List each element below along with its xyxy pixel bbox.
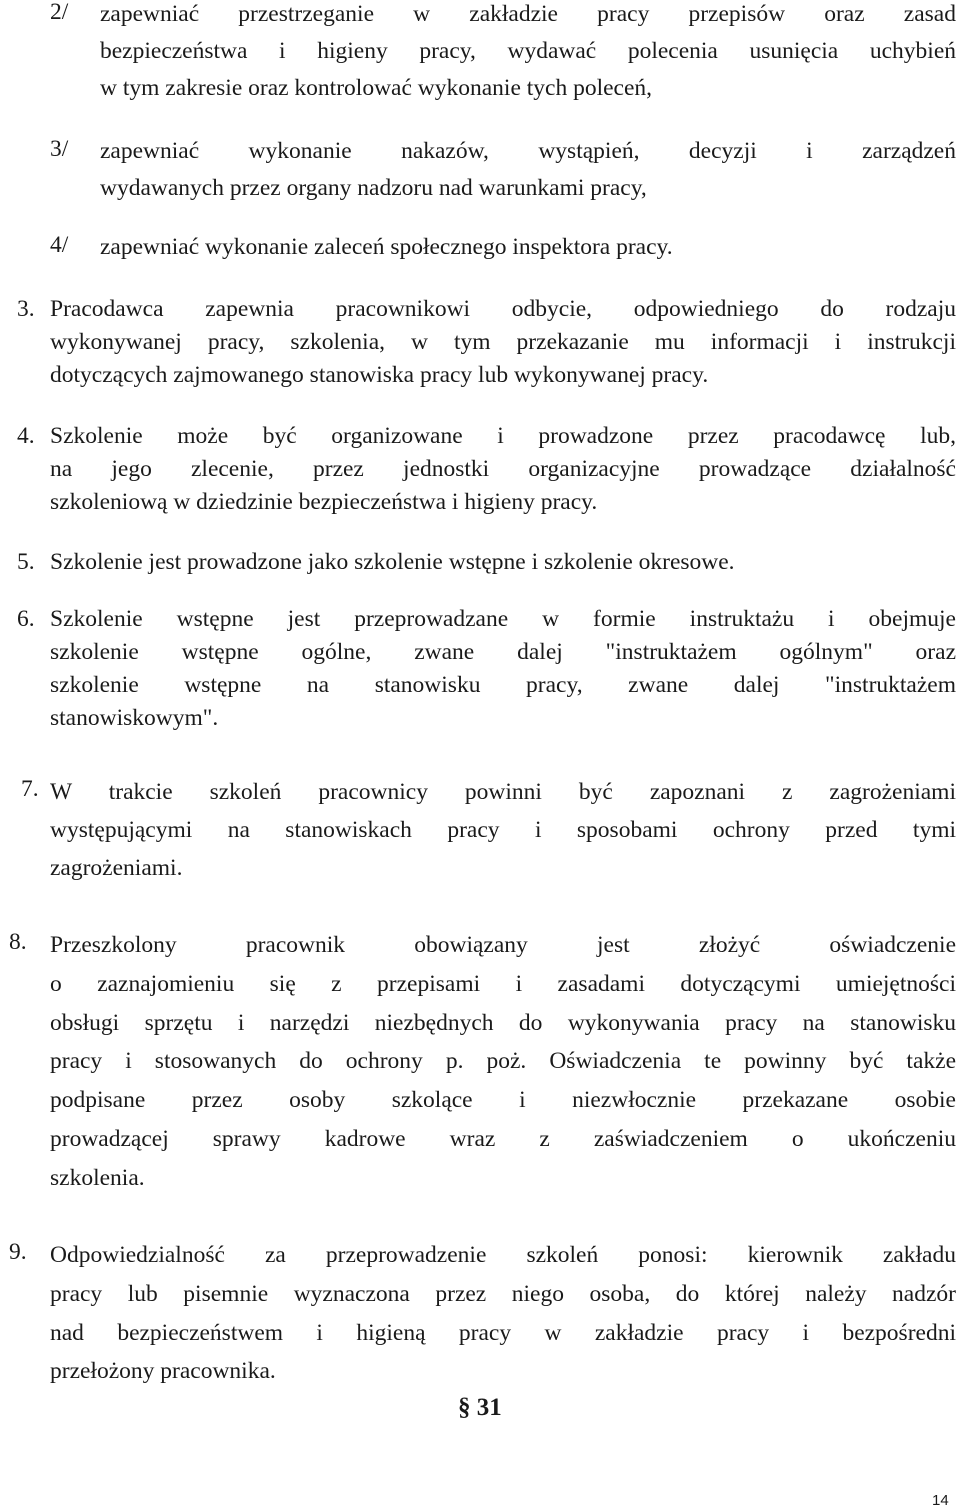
- paragraph-4: [17, 420, 956, 519]
- text-line: stanowiskowym".: [50, 705, 219, 731]
- subitem-2: [50, 0, 956, 107]
- text-line: Szkolenie wstępne jest przeprowadzane w formie instruktażu i obejmuje: [50, 606, 956, 632]
- text-line: nad bezpieczeństwem i higieną pracy w zakładzie pracy i bezpośredni: [50, 1319, 956, 1346]
- text-line: o zaznajomieniu się z przepisami i zasadami dotyczącymi umiejętności: [50, 970, 956, 997]
- subitem-3: [50, 133, 956, 207]
- subitem-label: 3/: [50, 136, 69, 162]
- paragraph-3: [17, 293, 956, 392]
- section-heading: § 31: [458, 1394, 502, 1421]
- text-line: występującymi na stanowiskach pracy i sposobami ochrony przed tymi: [50, 817, 956, 843]
- text-line: szkolenie wstępne na stanowisku pracy, zwane dalej "instruktażem: [50, 672, 956, 698]
- text-line: Szkolenie jest prowadzone jako szkolenie wstępne i szkolenie okresowe.: [50, 549, 735, 575]
- text-line: prowadzącej sprawy kadrowe wraz z zaświadczeniem o ukończeniu: [50, 1125, 956, 1152]
- text-line: szkolenia.: [50, 1164, 145, 1191]
- paragraph-number: 6.: [17, 606, 35, 632]
- paragraph-9: [9, 1236, 956, 1391]
- text-line: obsługi sprzętu i narzędzi niezbędnych do wykonywania pracy na stanowisku: [50, 1009, 956, 1036]
- subitem-label: 2/: [50, 0, 69, 25]
- text-line: wydawanych przez organy nadzoru nad warunkami pracy,: [100, 175, 647, 201]
- text-line: podpisane przez osoby szkolące i niezwłocznie przekazane osobie: [50, 1087, 956, 1114]
- text-line: Odpowiedzialność za przeprowadzenie szkoleń ponosi: kierownik zakładu: [50, 1242, 956, 1268]
- paragraph-7: [17, 773, 956, 887]
- text-line: szkolenie wstępne ogólne, zwane dalej "instruktażem ogólnym" oraz: [50, 639, 956, 665]
- text-line: W trakcie szkoleń pracownicy powinni być zapoznani z zagrożeniami: [50, 779, 956, 805]
- paragraph-number: 9.: [9, 1239, 27, 1265]
- paragraph-number: 8.: [9, 929, 27, 955]
- page-number: 14: [932, 1492, 949, 1509]
- text-line: na jego zlecenie, przez jednostki organizacyjne prowadzące działalność: [50, 456, 956, 482]
- text-line: bezpieczeństwa i higieny pracy, wydawać polecenia usunięcia uchybień: [100, 38, 956, 64]
- subitem-4: [50, 229, 956, 266]
- text-line: w tym zakresie oraz kontrolować wykonanie tych poleceń,: [100, 75, 653, 101]
- text-line: Pracodawca zapewnia pracownikowi odbycie, odpowiedniego do rodzaju: [50, 296, 956, 322]
- paragraph-5: [17, 546, 956, 579]
- text-line: zapewniać przestrzeganie w zakładzie pracy przepisów oraz zasad: [100, 1, 956, 27]
- text-line: wykonywanej pracy, szkolenia, w tym przekazanie mu informacji i instrukcji: [50, 329, 956, 355]
- text-line: zapewniać wykonanie nakazów, wystąpień, decyzji i zarządzeń: [100, 138, 956, 164]
- paragraph-number: 5.: [17, 549, 35, 575]
- subitem-label: 4/: [50, 232, 69, 258]
- text-line: Przeszkolony pracownik obowiązany jest złożyć oświadczenie: [50, 932, 956, 958]
- text-line: Szkolenie może być organizowane i prowadzone przez pracodawcę lub,: [50, 423, 956, 449]
- paragraph-number: 7.: [21, 776, 39, 802]
- paragraph-8: [9, 926, 956, 1198]
- text-line: szkoleniową w dziedzinie bezpieczeństwa i higieny pracy.: [50, 489, 598, 515]
- paragraph-number: 4.: [17, 423, 35, 449]
- text-line: pracy lub pisemnie wyznaczona przez niego osoba, do której należy nadzór: [50, 1280, 956, 1307]
- text-line: pracy i stosowanych do ochrony p. poż. Oświadczenia te powinny być także: [50, 1048, 956, 1075]
- text-line: dotyczących zajmowanego stanowiska pracy lub wykonywanej pracy.: [50, 362, 709, 388]
- text-line: zapewniać wykonanie zaleceń społecznego inspektora pracy.: [100, 234, 673, 260]
- text-line: zagrożeniami.: [50, 855, 183, 881]
- paragraph-6: [17, 603, 956, 735]
- text-line: przełożony pracownika.: [50, 1358, 276, 1385]
- paragraph-number: 3.: [17, 296, 35, 322]
